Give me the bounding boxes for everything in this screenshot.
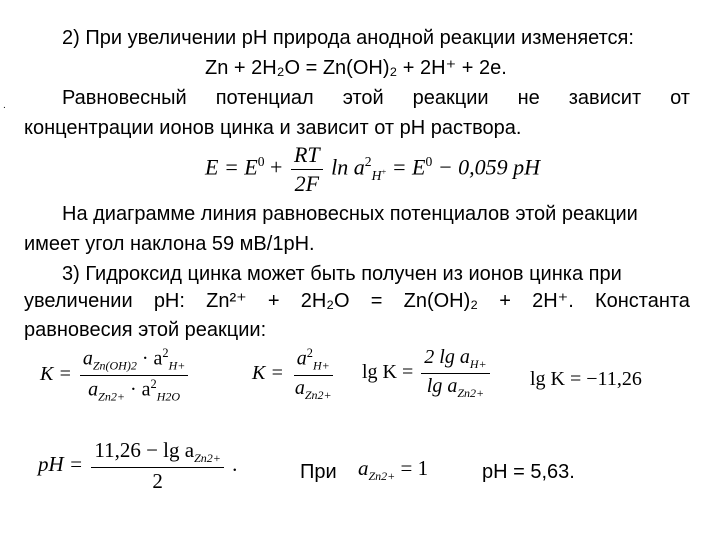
f1-pow: 2 — [364, 154, 372, 170]
k-formula-1 — [40, 346, 191, 404]
k1-label: K = — [40, 362, 72, 385]
p1-line2 — [62, 86, 690, 110]
f1-ln: ln a — [331, 154, 365, 180]
p3-line2-word: Zn(OH)₂ — [403, 290, 479, 312]
f1-num: RT — [291, 142, 323, 170]
condition-when: При — [300, 461, 337, 483]
p1-line2-word: зависит — [568, 87, 642, 109]
f1-sup0: 0 — [257, 154, 265, 170]
p3-line2-word: pH: — [153, 290, 185, 312]
nernst-formula: $E = E^0$ + $\frac{RT}{2F}$ $\ln a^2_{H^+} = E^0 - 0,059$ pH — [205, 142, 541, 196]
p3-line2-word: Zn²⁺ — [206, 290, 247, 312]
p2-line2: имеет угол наклона 59 мВ/1pH. — [24, 233, 315, 255]
k3-label: lg K = — [362, 361, 414, 384]
p3-line2-word: + — [499, 290, 511, 312]
k-formula-4: lg K = −11,26 — [530, 368, 642, 390]
p1-line2-word: реакции — [412, 87, 489, 109]
f1-eq: = E — [391, 154, 426, 180]
f1-den: 2F — [294, 171, 320, 196]
p1-equation: Zn + 2H₂O = Zn(OH)₂ + 2H⁺ + 2e. — [205, 57, 507, 79]
p3-line2 — [24, 289, 690, 313]
p3-line2-word: + — [267, 290, 280, 312]
condition-result: pH = 5,63. — [482, 461, 575, 483]
f1-sub: H+ — [371, 166, 387, 183]
k-formula-2 — [252, 346, 338, 403]
p2-line1: На диаграмме линия равновесных потенциалов этой реакции — [62, 203, 638, 225]
p3-line2-word: 2H₂O — [300, 290, 350, 312]
ph-fraction: $\frac{11,26 - \lg a_{Zn2+}}{2}$ — [91, 438, 224, 494]
k1-fraction: $\frac{a_{Zn(OH)2} \cdot a^2_{H+}}{a_{Zn2+} \cdot a^2_{H2O}}$ — [80, 346, 189, 404]
p1-line3: концентрации ионов цинка и зависит от pH раствора. — [24, 117, 522, 139]
k2-label: K = — [252, 361, 284, 384]
ph-label: pH = — [38, 451, 84, 476]
p3-line2-word: = — [370, 290, 383, 312]
p3-line3: равновесия этой реакции: — [24, 319, 267, 341]
stray-dot: . — [3, 100, 6, 111]
p3-line2-word: Константа — [594, 290, 690, 312]
p1-line2-word: от — [670, 87, 690, 109]
p3-line1: 3) Гидроксид цинка может быть получен из ионов цинка при — [62, 263, 622, 285]
k3-fraction: $\frac{2 \lg a_{H+}}{\lg a_{Zn2+}}$ — [421, 346, 489, 401]
p1-line1: 2) При увеличении pH природа анодной реакции изменяется: — [62, 27, 634, 49]
p1-line2-word: потенциал — [215, 87, 314, 109]
f1-lhs: E = E — [205, 154, 258, 180]
ph-formula — [38, 438, 237, 494]
k2-fraction: $\frac{a^2_{H+}}{a_{Zn2+}}$ — [294, 346, 332, 402]
p3-line2-word: 2H⁺. — [532, 290, 574, 312]
p1-line2-word: Равновесный — [62, 87, 187, 109]
condition-formula: $a_{Zn2+} = 1$ — [358, 456, 429, 484]
k-formula-3 — [362, 346, 493, 401]
p3-line2-word: увеличении — [24, 290, 133, 312]
f1-rhs: − 0,059 pH — [437, 154, 541, 180]
ph-period: . — [232, 451, 238, 476]
p1-line2-word: не — [517, 87, 540, 109]
f1-fraction — [291, 142, 323, 197]
p1-line2-word: этой — [342, 87, 384, 109]
